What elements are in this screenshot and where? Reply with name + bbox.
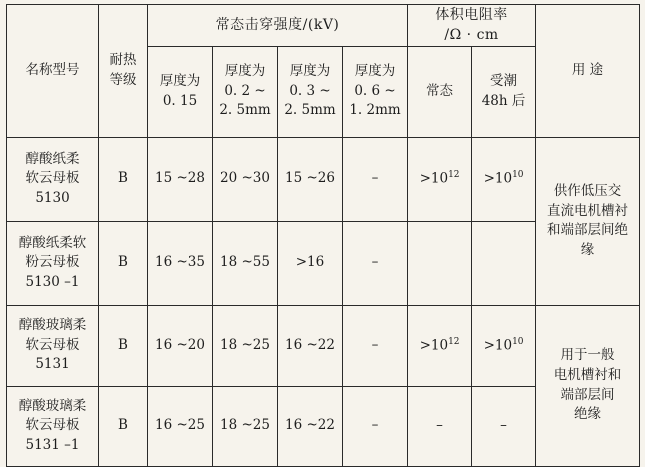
- strength-t4: –: [343, 386, 408, 466]
- strength-t4: –: [343, 305, 408, 386]
- header-volume-resistivity: 体积电阻率 /Ω · cm: [408, 5, 536, 47]
- header-resistivity-humid: 受潮 48h 后: [472, 46, 536, 137]
- header-thickness-4: 厚度为 0. 6 ~ 1. 2mm: [343, 46, 408, 137]
- resistivity-normal: [408, 221, 472, 305]
- strength-t2: 20 ~30: [213, 137, 278, 221]
- product-name: 醇酸纸柔 软云母板 5130: [7, 137, 99, 221]
- heat-grade: B: [99, 221, 148, 305]
- strength-t3: 15 ~26: [278, 137, 343, 221]
- strength-t4: –: [343, 137, 408, 221]
- resistivity-normal-exponent: 12: [448, 336, 460, 347]
- strength-t1: 16 ~25: [148, 386, 213, 466]
- heat-grade: B: [99, 137, 148, 221]
- resistivity-normal-exponent: 12: [448, 170, 460, 181]
- mica-board-spec-table: [6, 4, 640, 467]
- strength-t4: –: [343, 221, 408, 305]
- resistivity-humid: [472, 137, 536, 221]
- header-heat-grade: 耐热 等级: [99, 5, 148, 138]
- product-name: 醇酸玻璃柔 软云母板 5131 –1: [7, 386, 99, 466]
- resistivity-humid-base: >10: [483, 337, 513, 354]
- heat-grade: B: [99, 305, 148, 386]
- resistivity-normal-base: >10: [419, 337, 449, 354]
- heat-grade: B: [99, 386, 148, 466]
- resistivity-humid: [472, 221, 536, 305]
- resistivity-normal: [408, 305, 472, 386]
- resistivity-humid: [472, 386, 536, 466]
- strength-t1: 16 ~20: [148, 305, 213, 386]
- resistivity-humid-base: >10: [483, 170, 513, 187]
- strength-t3: >16: [278, 221, 343, 305]
- resistivity-normal-base: –: [436, 417, 443, 434]
- product-name: 醇酸玻璃柔 软云母板 5131: [7, 305, 99, 386]
- header-use: 用 途: [536, 5, 640, 138]
- resistivity-humid-exponent: 10: [512, 170, 524, 181]
- resistivity-normal-base: >10: [419, 170, 449, 187]
- table-row: [7, 305, 640, 386]
- strength-t3: 16 ~22: [278, 305, 343, 386]
- resistivity-humid-base: –: [500, 417, 507, 434]
- header-name: 名称型号: [7, 5, 99, 138]
- use-description: 用于一般 电机槽衬和 端部层间 绝缘: [536, 305, 640, 466]
- header-thickness-3: 厚度为 0. 3 ~ 2. 5mm: [278, 46, 343, 137]
- table-row: [7, 137, 640, 221]
- strength-t2: 18 ~25: [213, 305, 278, 386]
- resistivity-humid-exponent: 10: [512, 336, 524, 347]
- header-thickness-1: 厚度为 0. 15: [148, 46, 213, 137]
- header-thickness-2: 厚度为 0. 2 ~ 2. 5mm: [213, 46, 278, 137]
- strength-t2: 18 ~55: [213, 221, 278, 305]
- product-name: 醇酸纸柔软 粉云母板 5130 –1: [7, 221, 99, 305]
- resistivity-normal: [408, 386, 472, 466]
- strength-t3: 16 ~22: [278, 386, 343, 466]
- use-description: 供作低压交 直流电机槽衬 和端部层间绝 缘: [536, 137, 640, 305]
- strength-t2: 18 ~25: [213, 386, 278, 466]
- strength-t1: 16 ~35: [148, 221, 213, 305]
- header-row-1: [7, 5, 640, 47]
- header-resistivity-normal: 常态: [408, 46, 472, 137]
- strength-t1: 15 ~28: [148, 137, 213, 221]
- resistivity-normal: [408, 137, 472, 221]
- header-breakdown-strength: 常态击穿强度/(kV): [148, 5, 408, 47]
- resistivity-humid: [472, 305, 536, 386]
